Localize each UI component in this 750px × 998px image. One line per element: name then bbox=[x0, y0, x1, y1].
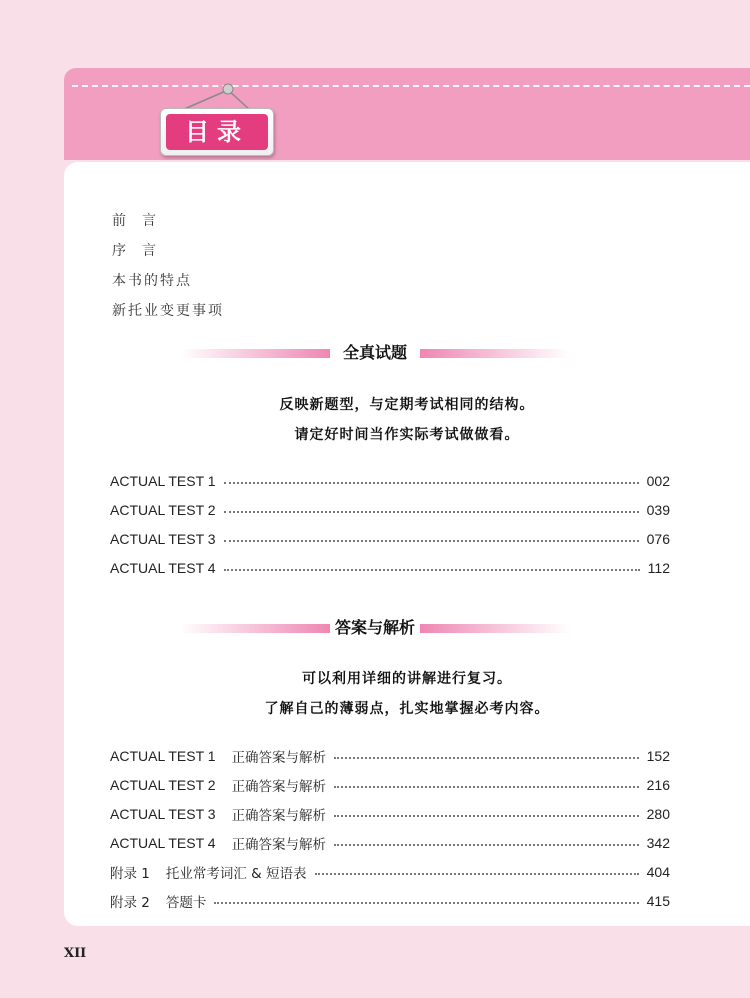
entry-subtitle: 正确答案与解析 bbox=[231, 779, 327, 795]
leader-dots bbox=[334, 756, 639, 759]
toc-item-features[interactable]: 本书的特点 bbox=[112, 273, 192, 289]
section-title: 答案与解析 bbox=[331, 618, 419, 637]
toc-entry[interactable] bbox=[110, 891, 670, 911]
toc-entry[interactable] bbox=[110, 746, 670, 766]
leader-dots bbox=[214, 901, 638, 904]
entry-label: ACTUAL TEST 2 bbox=[110, 502, 216, 518]
toc-item-changes[interactable]: 新托业变更事项 bbox=[112, 303, 224, 319]
leader-dots bbox=[334, 814, 639, 817]
entry-page: 280 bbox=[646, 806, 670, 822]
entry-label: 附录 2 bbox=[110, 895, 150, 911]
entry-label: ACTUAL TEST 1 bbox=[110, 748, 216, 764]
entry-page: 076 bbox=[646, 531, 670, 547]
entry-page: 002 bbox=[646, 473, 670, 489]
section-description: 反映新题型，与定期考试相同的结构。 bbox=[279, 397, 535, 413]
entry-label: ACTUAL TEST 3 bbox=[110, 806, 216, 822]
entry-page: 152 bbox=[646, 748, 670, 764]
entry-subtitle: 答题卡 bbox=[165, 895, 207, 911]
entry-subtitle: 正确答案与解析 bbox=[231, 750, 327, 766]
toc-item-foreword[interactable]: 序言 bbox=[112, 243, 172, 259]
entry-subtitle: 正确答案与解析 bbox=[231, 837, 327, 853]
toc-entry[interactable] bbox=[110, 862, 670, 882]
toc-entry[interactable] bbox=[110, 775, 670, 795]
entry-label: ACTUAL TEST 2 bbox=[110, 777, 216, 793]
toc-header-banner bbox=[64, 68, 750, 160]
leader-dots bbox=[315, 872, 639, 875]
toc-item-preface[interactable]: 前言 bbox=[112, 213, 172, 229]
toc-entry[interactable] bbox=[110, 471, 670, 491]
leader-dots bbox=[224, 481, 639, 484]
toc-sign bbox=[160, 108, 274, 156]
section-description: 请定好时间当作实际考试做做看。 bbox=[294, 427, 520, 443]
toc-entry[interactable] bbox=[110, 804, 670, 824]
entry-label: ACTUAL TEST 4 bbox=[110, 560, 216, 576]
section-description: 了解自己的薄弱点，扎实地掌握必考内容。 bbox=[264, 701, 550, 717]
entry-page: 112 bbox=[647, 560, 670, 576]
section-title: 全真试题 bbox=[339, 343, 411, 362]
toc-entry[interactable] bbox=[110, 833, 670, 853]
section-description: 可以利用详细的讲解进行复习。 bbox=[302, 671, 512, 687]
dashed-line bbox=[72, 85, 750, 87]
entry-page: 216 bbox=[646, 777, 670, 793]
section-heading-tests bbox=[180, 340, 570, 366]
entry-label: 附录 1 bbox=[110, 866, 150, 882]
leader-dots bbox=[224, 510, 639, 513]
entry-subtitle: 正确答案与解析 bbox=[231, 808, 327, 824]
entry-label: ACTUAL TEST 1 bbox=[110, 473, 216, 489]
entry-subtitle: 托业常考词汇 & 短语表 bbox=[165, 866, 307, 882]
entry-page: 039 bbox=[646, 502, 670, 518]
toc-entry[interactable] bbox=[110, 558, 670, 578]
page-number: XII bbox=[64, 946, 87, 961]
toc-entry[interactable] bbox=[110, 529, 670, 549]
entry-page: 415 bbox=[646, 893, 670, 909]
leader-dots bbox=[224, 568, 640, 571]
leader-dots bbox=[334, 843, 639, 846]
leader-dots bbox=[334, 785, 639, 788]
entry-label: ACTUAL TEST 3 bbox=[110, 531, 216, 547]
page-title: 目录 bbox=[166, 114, 268, 150]
leader-dots bbox=[224, 539, 639, 542]
section-heading-answers bbox=[180, 615, 570, 641]
toc-entry[interactable] bbox=[110, 500, 670, 520]
entry-page: 342 bbox=[646, 835, 670, 851]
entry-label: ACTUAL TEST 4 bbox=[110, 835, 216, 851]
entry-page: 404 bbox=[646, 864, 670, 880]
